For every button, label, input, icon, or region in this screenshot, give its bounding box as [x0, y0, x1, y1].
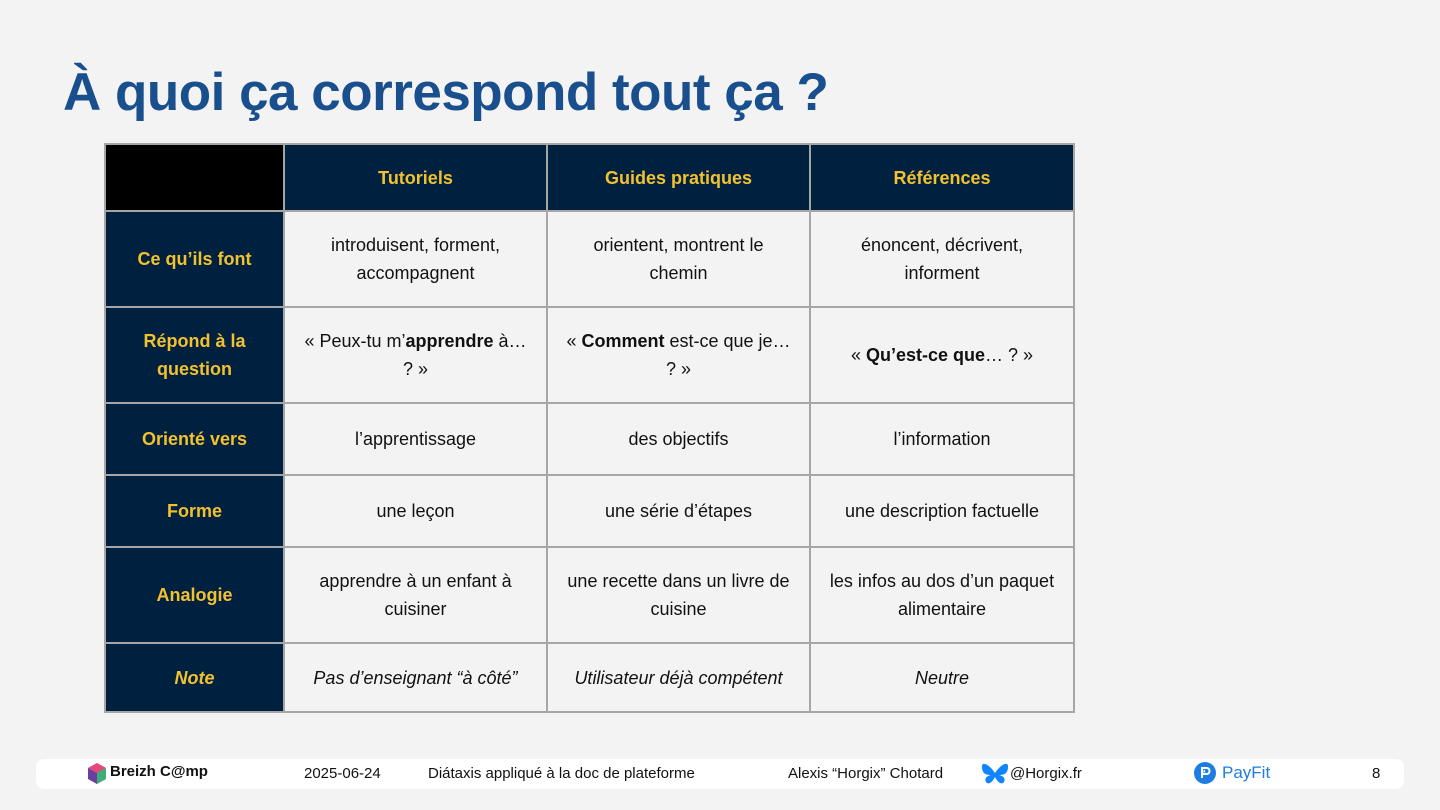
row-header-oriente-vers: Orienté vers	[105, 403, 284, 475]
table-cell: apprendre à un enfant à cuisiner	[284, 547, 547, 643]
footer-date: 2025-06-24	[304, 765, 381, 782]
table-cell: introduisent, forment, accompagnent	[284, 211, 547, 307]
footer-handle[interactable]: @Horgix.fr	[1010, 765, 1082, 782]
table-cell: énoncent, décrivent, informent	[810, 211, 1074, 307]
payfit-logo-icon	[1194, 762, 1216, 784]
bluesky-butterfly-icon	[981, 762, 1009, 786]
table-header-row	[105, 144, 1074, 211]
cell-emphasis: apprendre	[405, 331, 494, 351]
table-cell: Neutre	[810, 643, 1074, 712]
cell-emphasis: Qu’est-ce que	[865, 345, 985, 365]
table-corner-cell	[105, 144, 284, 211]
table-cell: les infos au dos d’un paquet alimentaire	[810, 547, 1074, 643]
cell-text: «	[850, 345, 866, 365]
column-header-guides-pratiques: Guides pratiques	[547, 144, 810, 211]
row-header-ce-quils-font: Ce qu’ils font	[105, 211, 284, 307]
payfit-logo-text: PayFit	[1222, 763, 1271, 782]
table-row	[105, 403, 1074, 475]
table-cell	[810, 307, 1074, 403]
cell-emphasis: Comment	[581, 331, 665, 351]
slide-title: À quoi ça correspond tout ça ?	[63, 63, 829, 122]
breizhcamp-logo-icon	[86, 762, 108, 786]
table-cell: l’apprentissage	[284, 403, 547, 475]
table-cell: Utilisateur déjà compétent	[547, 643, 810, 712]
cell-text: … ? »	[985, 345, 1034, 365]
table-cell	[284, 307, 547, 403]
row-header-forme: Forme	[105, 475, 284, 547]
page-number: 8	[1372, 765, 1381, 782]
table-row	[105, 307, 1074, 403]
table-cell: une recette dans un livre de cuisine	[547, 547, 810, 643]
row-header-repond-a-la-question: Répond à la question	[105, 307, 284, 403]
table-cell: l’information	[810, 403, 1074, 475]
brand-logo-text: Breizh C@mp	[110, 763, 208, 780]
row-header-note: Note	[105, 643, 284, 712]
footer-talk-title: Diátaxis appliqué à la doc de plateforme	[428, 765, 695, 782]
table-cell: Pas d’enseignant “à côté”	[284, 643, 547, 712]
table-cell: une leçon	[284, 475, 547, 547]
table-cell: une série d’étapes	[547, 475, 810, 547]
table-row	[105, 643, 1074, 712]
table-row	[105, 475, 1074, 547]
table-row	[105, 547, 1074, 643]
slide-footer	[36, 759, 1404, 789]
payfit-logo	[1194, 762, 1270, 784]
table-cell: des objectifs	[547, 403, 810, 475]
footer-speaker: Alexis “Horgix” Chotard	[788, 765, 944, 782]
table-cell	[547, 307, 810, 403]
cell-text: « Peux-tu m’	[304, 331, 406, 351]
cell-text: est-ce que je… ? »	[664, 331, 791, 379]
column-header-references: Références	[810, 144, 1074, 211]
cell-text: «	[566, 331, 582, 351]
diataxis-comparison-table	[104, 143, 1075, 713]
table-row	[105, 211, 1074, 307]
table-cell: orientent, montrent le chemin	[547, 211, 810, 307]
table-cell: une description factuelle	[810, 475, 1074, 547]
column-header-tutoriels: Tutoriels	[284, 144, 547, 211]
cell-text: à… ? »	[402, 331, 527, 379]
row-header-analogie: Analogie	[105, 547, 284, 643]
